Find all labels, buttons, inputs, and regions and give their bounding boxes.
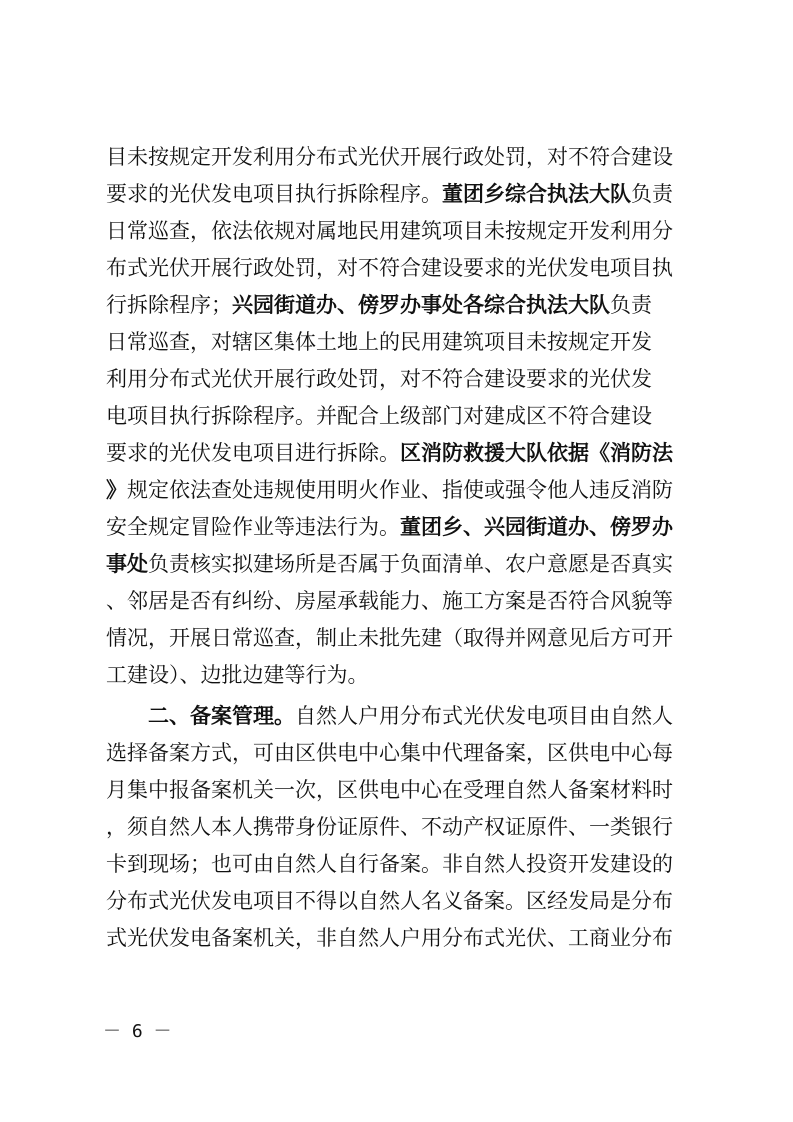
text-segment: 负责核实拟建场所是否属于负面清单、农户意愿是否真实 (148, 552, 673, 576)
text-line (106, 251, 696, 285)
text-line (106, 547, 696, 581)
text-segment: 月集中报备案机关一次，区供电中心在受理自然人备案材料时 (106, 778, 673, 802)
text-segment: 布式光伏开展行政处罚，对不符合建设要求的光伏发电项目执 (106, 256, 673, 280)
text-line (106, 140, 696, 174)
text-segment: 负责 (631, 182, 673, 206)
text-segment: 自然人户用分布式光伏发电项目由自然人 (295, 704, 673, 728)
text-line (106, 584, 696, 618)
section-heading: 二、备案管理。 (148, 704, 295, 728)
bold-text-segment: 事处 (106, 552, 148, 576)
bold-text-segment: 》 (106, 478, 127, 502)
text-line (106, 510, 696, 544)
text-line (106, 658, 696, 692)
page-number: － 6 － (103, 1021, 172, 1042)
text-line (106, 436, 696, 470)
text-segment: 工建设）、边批边建等行为。 (106, 663, 369, 687)
text-segment: 行拆除程序； (106, 293, 232, 317)
text-segment: 日常巡查，依法依规对属地民用建筑项目未按规定开发利用分 (106, 219, 673, 243)
text-segment: 式光伏发电备案机关，非自然人户用分布式光伏、工商业分布 (106, 926, 673, 950)
text-line (106, 325, 696, 359)
text-segment: 规定依法查处违规使用明火作业、指使或强令他人违反消防 (127, 478, 673, 502)
text-segment: 利用分布式光伏开展行政处罚，对不符合建设要求的光伏发 (106, 367, 652, 391)
text-segment: 电项目执行拆除程序。并配合上级部门对建成区不符合建设 (106, 404, 652, 428)
text-segment: 情况，开展日常巡查，制止未批先建（取得并网意见后方可开 (106, 626, 673, 650)
text-segment: 卡到现场；也可由自然人自行备案。非自然人投资开发建设的 (106, 852, 673, 876)
text-line (106, 847, 696, 881)
text-segment: 目未按规定开发利用分布式光伏开展行政处罚，对不符合建设 (106, 145, 673, 169)
text-line (106, 736, 696, 770)
bold-text-segment: 董团乡综合执法大队 (442, 182, 631, 206)
section-heading-line (148, 699, 696, 733)
text-segment: 、邻居是否有纠纷、房屋承载能力、施工方案是否符合风貌等 (106, 589, 673, 613)
bold-text-segment: 兴园街道办、傍罗办事处各综合执法大队 (232, 293, 610, 317)
text-line (106, 177, 696, 211)
text-segment: ，须自然人本人携带身份证原件、不动产权证原件、一类银行 (106, 815, 673, 839)
text-line (106, 399, 696, 433)
text-line (106, 884, 696, 918)
text-segment: 分布式光伏发电项目不得以自然人名义备案。区经发局是分布 (106, 889, 673, 913)
text-line (106, 214, 696, 248)
text-segment: 日常巡查，对辖区集体土地上的民用建筑项目未按规定开发 (106, 330, 652, 354)
text-segment: 要求的光伏发电项目进行拆除。 (106, 441, 400, 465)
text-line (106, 473, 696, 507)
text-line (106, 773, 696, 807)
text-line (106, 810, 696, 844)
text-line (106, 362, 696, 396)
text-line (106, 288, 696, 322)
bold-text-segment: 董团乡、兴园街道办、傍罗办 (400, 515, 673, 539)
bold-text-segment: 区消防救援大队依据《消防法 (400, 441, 673, 465)
text-segment: 安全规定冒险作业等违法行为。 (106, 515, 400, 539)
text-segment: 选择备案方式，可由区供电中心集中代理备案，区供电中心每 (106, 741, 673, 765)
text-segment: 要求的光伏发电项目执行拆除程序。 (106, 182, 442, 206)
text-line (106, 921, 696, 955)
text-segment: 负责 (610, 293, 652, 317)
text-line (106, 621, 696, 655)
